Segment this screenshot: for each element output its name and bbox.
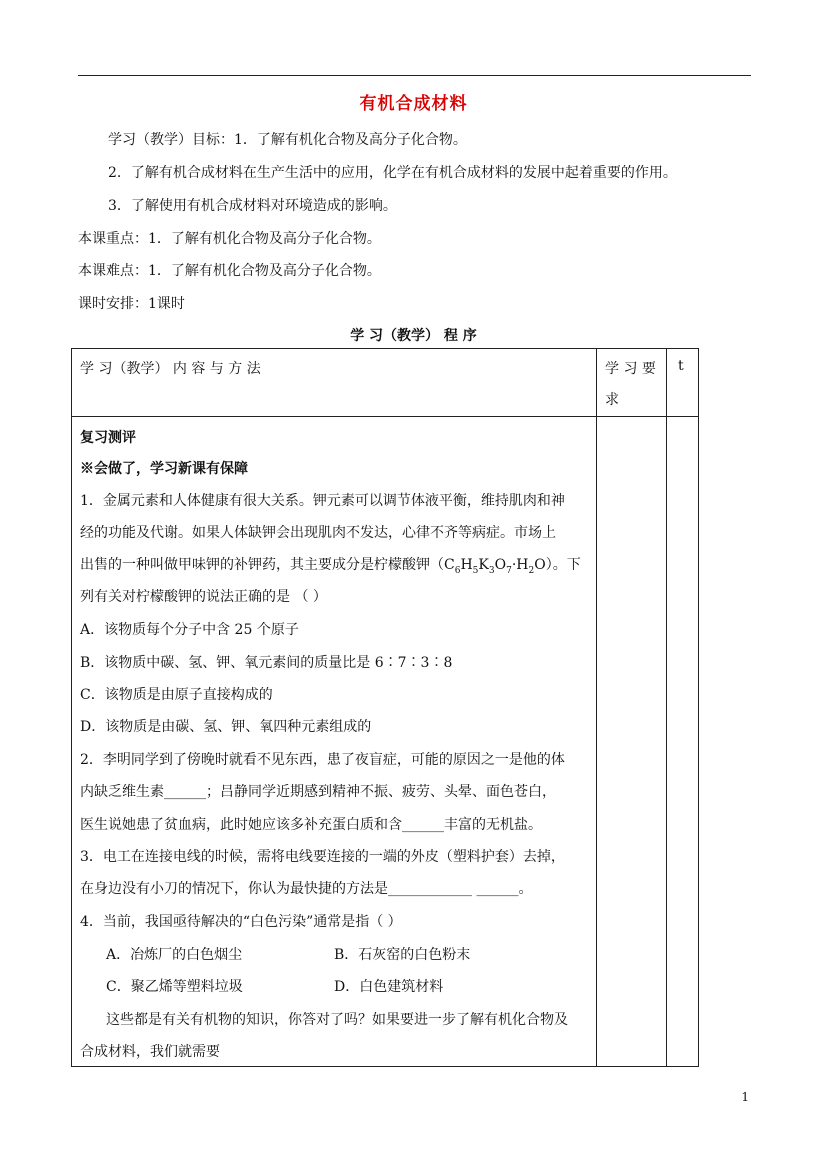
header-requirement: 学 习 要 xyxy=(605,361,656,377)
objective-line-1: 学习（教学）目标：1．了解有机化合物及高分子化合物。 xyxy=(108,132,467,148)
page-title: 有机合成材料 xyxy=(359,94,468,114)
question-4-option-d: D．白色建筑材料 xyxy=(334,979,444,995)
table-col-divider-2 xyxy=(666,349,667,1066)
question-4-option-a: A．冶炼厂的白色烟尘 xyxy=(106,947,243,963)
question-1-line-2: 经的功能及代谢。如果人体缺钾会出现肌肉不发达，心律不齐等病症。市场上 xyxy=(80,525,556,541)
header-t: t xyxy=(678,358,684,374)
question-1-line-4: 列有关对柠檬酸钾的说法正确的是 （ ） xyxy=(80,589,327,605)
question-4-option-c: C．聚乙烯等塑料垃圾 xyxy=(106,979,243,995)
section-subtitle: ※会做了，学习新课有保障 xyxy=(80,461,248,477)
section-title: 复习测评 xyxy=(80,430,136,446)
table-header-divider xyxy=(72,416,698,417)
difficulty-point: 本课难点：1．了解有机化合物及高分子化合物。 xyxy=(78,263,381,279)
closing-line-1: 这些都是有关有机物的知识，你答对了吗？如果要进一步了解有机化合物及 xyxy=(106,1012,568,1028)
objective-line-3: 3．了解使用有机合成材料对环境造成的影响。 xyxy=(108,198,397,214)
question-2-line-2: 内缺乏维生素______；吕静同学近期感到精神不振、疲劳、头晕、面色苍白， xyxy=(80,784,556,800)
objective-line-2: 2．了解有机合成材料在生产生活中的应用，化学在有机合成材料的发展中起着重要的作用。 xyxy=(108,165,677,181)
header-requirement-cont: 求 xyxy=(605,392,619,408)
question-4-option-b: B．石灰窑的白色粉末 xyxy=(334,947,471,963)
table-col-divider-1 xyxy=(596,349,597,1066)
question-2-line-3: 医生说她患了贫血病，此时她应该多补充蛋白质和含______丰富的无机盐。 xyxy=(80,817,542,833)
header-content-method: 学 习（教学） 内 容 与 方 法 xyxy=(80,361,261,377)
closing-line-2: 合成材料，我们就需要 xyxy=(80,1044,220,1060)
header-rule xyxy=(78,75,751,76)
question-3-line-2: 在身边没有小刀的情况下，你认为最快捷的方法是____________ ______。 xyxy=(80,881,533,897)
question-1-option-c: C．该物质是由原子直接构成的 xyxy=(80,687,273,703)
key-point: 本课重点：1．了解有机化合物及高分子化合物。 xyxy=(78,231,381,247)
question-1-option-a: A．该物质每个分子中含 25 个原子 xyxy=(80,622,299,638)
question-2-line-1: 2．李明同学到了傍晚时就看不见东西，患了夜盲症，可能的原因之一是他的体 xyxy=(80,752,565,768)
question-3-line-1: 3．电工在连接电线的时候，需将电线要连接的一端的外皮（塑料护套）去掉， xyxy=(80,849,565,865)
question-1-option-b: B．该物质中碳、氢、钾、氧元素间的质量比是 6∶7∶3∶8 xyxy=(80,655,453,671)
question-4: 4．当前，我国亟待解决的“白色污染”通常是指（ ） xyxy=(80,914,402,930)
question-1-line-3: 出售的一种叫做甲味钾的补钾药，其主要成分是柠檬酸钾$(C_6H_5K_3O_7\cdot H_2O)$。下 xyxy=(80,557,581,576)
class-schedule: 课时安排：1课时 xyxy=(78,296,185,312)
procedure-table xyxy=(71,348,699,1067)
procedure-title: 学 习（教学） 程 序 xyxy=(350,328,477,344)
question-1-line-1: 1．金属元素和人体健康有很大关系。钾元素可以调节体液平衡，维持肌肉和神 xyxy=(80,493,565,509)
page-number: 1 xyxy=(741,1090,749,1104)
question-1-option-d: D．该物质是由碳、氢、钾、氧四种元素组成的 xyxy=(80,719,372,735)
